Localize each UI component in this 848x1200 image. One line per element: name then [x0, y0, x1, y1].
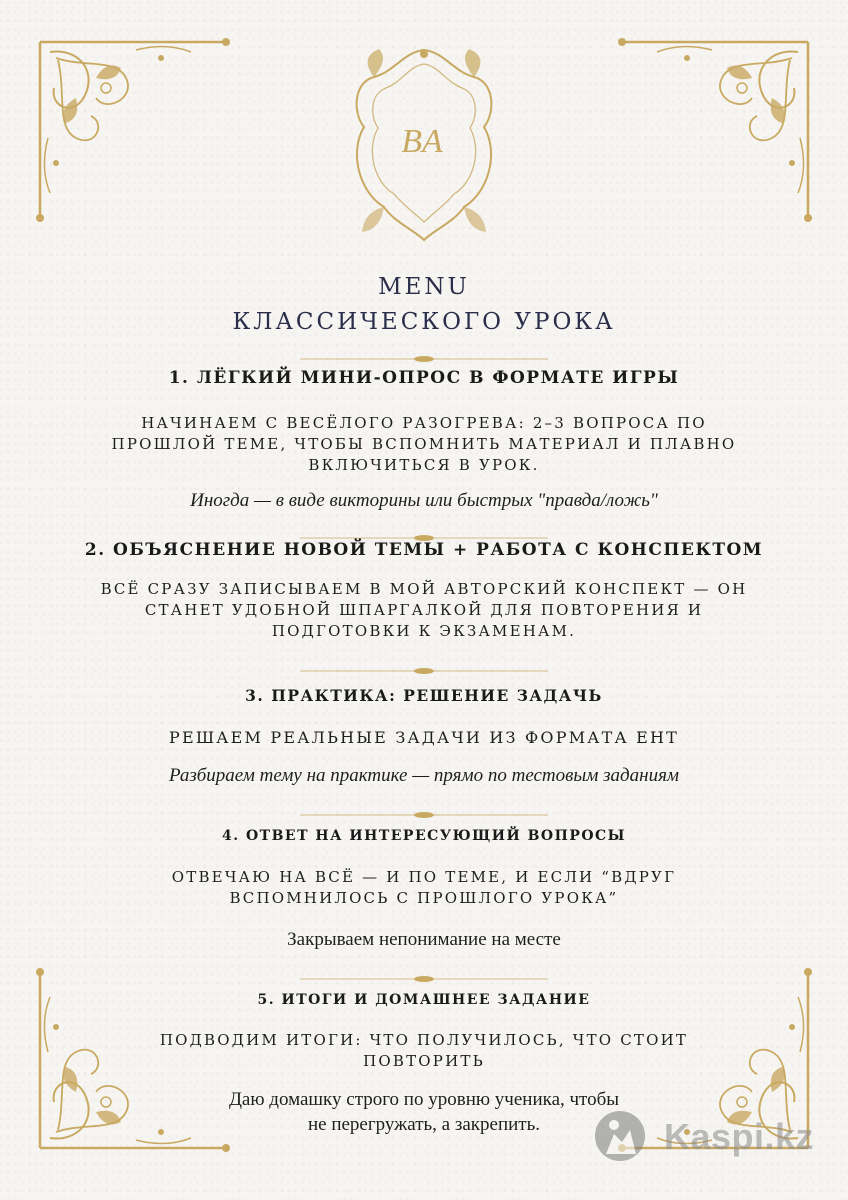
section-5-note-line: Даю домашку строго по уровню ученика, чтобы [228, 1089, 620, 1110]
divider-ornament [300, 660, 548, 668]
divider-ornament [300, 527, 548, 535]
kaspi-watermark [594, 1108, 824, 1164]
section-5-body-line: ПОДВОДИМ ИТОГИ: ЧТО ПОЛУЧИЛОСЬ, ЧТО СТОИТ [159, 1031, 689, 1049]
section-3-heading: 3. ПРАКТИКА: РЕШЕНИЕ ЗАДАЧЬ [245, 686, 603, 705]
section-2-body-line: ВСЁ СРАЗУ ЗАПИСЫВАЕМ В МОЙ АВТОРСКИЙ КОНСПЕКТ — ОН [100, 580, 748, 598]
section-2-body-line: ПОДГОТОВКИ К ЭКЗАМЕНАМ. [271, 622, 577, 640]
section-3-note: Разбираем тему на практике — прямо по тестовым заданиям [168, 765, 680, 786]
kaspi-watermark-text: Kaspi.kz [664, 1116, 815, 1157]
section-1-note: Иногда — в виде викторины или быстрых "правда/ложь" [190, 490, 658, 511]
corner-ornament-top-right [612, 38, 812, 228]
section-2-heading: 2. ОБЪЯСНЕНИЕ НОВОЙ ТЕМЫ + РАБОТА С КОНСПЕКТОМ [84, 540, 764, 560]
section-5-heading: 5. ИТОГИ И ДОМАШНЕЕ ЗАДАНИЕ [257, 992, 591, 1008]
corner-ornament-top-left [36, 38, 236, 228]
menu-subtitle: КЛАССИЧЕСКОГО УРОКА [232, 309, 616, 335]
section-2-body-line: СТАНЕТ УДОБНОЙ ШПАРГАЛКОЙ ДЛЯ ПОВТОРЕНИЯ И [144, 601, 704, 619]
monogram-letters: BA [401, 123, 443, 160]
section-4-heading: 4. ОТВЕТ НА ИНТЕРЕСУЮЩИЙ ВОПРОСЫ [221, 828, 627, 844]
section-3-body-line: РЕШАЕМ РЕАЛЬНЫЕ ЗАДАЧИ ИЗ ФОРМАТА ЕНТ [169, 728, 679, 747]
section-1-body-line: ПРОШЛОЙ ТЕМЕ, ЧТОБЫ ВСПОМНИТЬ МАТЕРИАЛ И ПЛАВНО [111, 435, 737, 453]
kaspi-logo-icon [594, 1108, 650, 1164]
section-1-heading: 1. ЛЁГКИЙ МИНИ-ОПРОС В ФОРМАТЕ ИГРЫ [168, 368, 680, 388]
section-4-body-line: ОТВЕЧАЮ НА ВСЁ — И ПО ТЕМЕ, И ЕСЛИ “ВДРУГ [171, 868, 677, 886]
section-4-note: Закрываем непонимание на месте [287, 929, 561, 950]
section-5-body-line: ПОВТОРИТЬ [363, 1052, 485, 1070]
section-1-body-line: ВКЛЮЧИТЬСЯ В УРОК. [308, 456, 540, 474]
divider-ornament [300, 348, 548, 356]
menu-title: MENU [378, 274, 470, 300]
section-1-body-line: НАЧИНАЕМ С ВЕСЁЛОГО РАЗОГРЕВА: 2–3 ВОПРОСА ПО [141, 414, 707, 432]
section-5-note-line: не перегружать, а закрепить. [307, 1114, 541, 1135]
divider-ornament [300, 804, 548, 812]
monogram-crest [344, 42, 504, 242]
divider-ornament [300, 968, 548, 976]
section-4-body-line: ВСПОМНИЛОСЬ С ПРОШЛОГО УРОКА” [229, 889, 619, 907]
